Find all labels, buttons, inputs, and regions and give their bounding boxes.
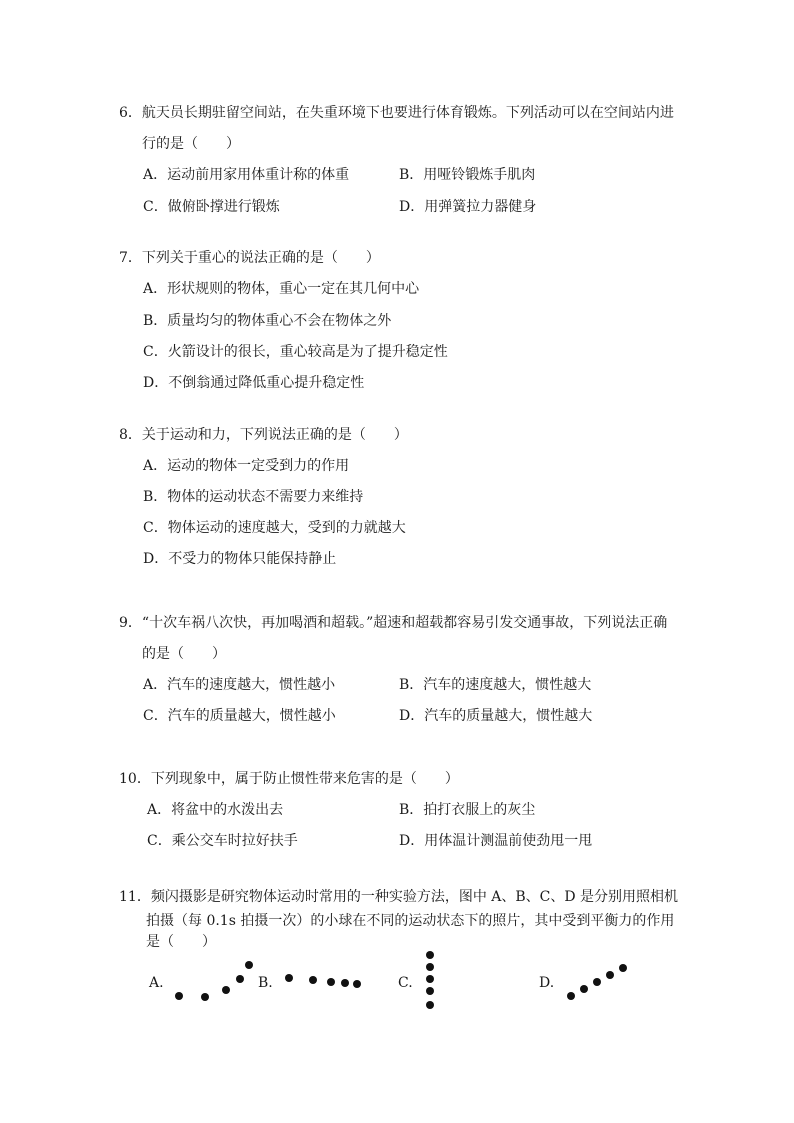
q7-option-a: A．形状规则的物体，重心一定在其几何中心: [143, 281, 420, 297]
q11-figure-label-d: D.: [539, 975, 555, 991]
strobe-ball-dot: [341, 979, 349, 987]
strobe-ball-dot: [222, 986, 230, 994]
strobe-ball-dot: [327, 978, 335, 986]
strobe-ball-dot: [426, 963, 434, 971]
q8-option-b: B．物体的运动状态不需要力来维持: [143, 489, 364, 505]
q8-stem: 8．关于运动和力，下列说法正确的是（ ）: [119, 427, 408, 443]
q11-stem-line2: 拍摄（每 0.1s 拍摄一次）的小球在不同的运动状态下的照片，其中受到平衡力的作用: [146, 913, 675, 929]
strobe-ball-dot: [593, 978, 601, 986]
q6-option-c: C．做俯卧撑进行锻炼: [143, 199, 280, 215]
strobe-ball-dot: [580, 985, 588, 993]
q11-figure-label-c: C.: [398, 975, 413, 991]
q8-option-c: C．物体运动的速度越大，受到的力就越大: [143, 520, 406, 536]
q11-figure-label-b: B.: [258, 975, 273, 991]
q6-option-d: D．用弹簧拉力器健身: [399, 199, 537, 215]
q10-option-b: B．拍打衣服上的灰尘: [399, 802, 536, 818]
strobe-ball-dot: [426, 975, 434, 983]
q7-option-c: C．火箭设计的很长，重心较高是为了提升稳定性: [143, 344, 448, 360]
q9-stem-line1: 9．“十次车祸八次快，再加喝酒和超载。”超速和超载都容易引发交通事故，下列说法正确: [119, 615, 668, 631]
strobe-ball-dot: [426, 1001, 434, 1009]
q10-option-c: C．乘公交车时拉好扶手: [147, 833, 298, 849]
q10-option-a: A．将盆中的水泼出去: [147, 802, 284, 818]
q9-option-c: C．汽车的质量越大，惯性越小: [143, 708, 336, 724]
q7-option-b: B．质量均匀的物体重心不会在物体之外: [143, 313, 392, 329]
strobe-ball-dot: [426, 987, 434, 995]
q10-option-d: D．用体温计测温前使劲甩一甩: [399, 833, 593, 849]
q7-option-d: D．不倒翁通过降低重心提升稳定性: [143, 375, 365, 391]
strobe-ball-dot: [285, 974, 293, 982]
q7-stem: 7．下列关于重心的说法正确的是（ ）: [119, 250, 380, 266]
q9-option-a: A．汽车的速度越大，惯性越小: [143, 677, 336, 693]
q6-option-b: B．用哑铃锻炼手肌肉: [399, 167, 536, 183]
q9-stem-line2: 的是（ ）: [142, 646, 226, 662]
q9-option-b: B．汽车的速度越大，惯性越大: [399, 677, 592, 693]
q11-stem-line3: 是（ ）: [146, 934, 216, 950]
q10-stem: 10．下列现象中，属于防止惯性带来危害的是（ ）: [119, 771, 459, 787]
q11-stem-line1: 11．频闪摄影是研究物体运动时常用的一种实验方法，图中 A、B、C、D 是分别用照相机: [119, 889, 679, 905]
strobe-ball-dot: [353, 980, 361, 988]
q9-option-d: D．汽车的质量越大，惯性越大: [399, 708, 593, 724]
q6-option-a: A．运动前用家用体重计称的体重: [143, 167, 350, 183]
strobe-ball-dot: [309, 976, 317, 984]
strobe-ball-dot: [426, 951, 434, 959]
strobe-ball-dot: [567, 992, 575, 1000]
strobe-ball-dot: [201, 993, 209, 1001]
q11-figure-label-a: A.: [149, 975, 164, 991]
strobe-ball-dot: [606, 971, 614, 979]
q8-option-a: A．运动的物体一定受到力的作用: [143, 458, 350, 474]
strobe-ball-dot: [236, 975, 244, 983]
strobe-ball-dot: [245, 961, 253, 969]
q8-option-d: D．不受力的物体只能保持静止: [143, 551, 337, 567]
q6-stem-line1: 6．航天员长期驻留空间站，在失重环境下也要进行体育锻炼。下列活动可以在空间站内进: [119, 105, 674, 121]
q6-stem-line2: 行的是（ ）: [142, 136, 240, 152]
strobe-ball-dot: [175, 992, 183, 1000]
strobe-ball-dot: [619, 964, 627, 972]
